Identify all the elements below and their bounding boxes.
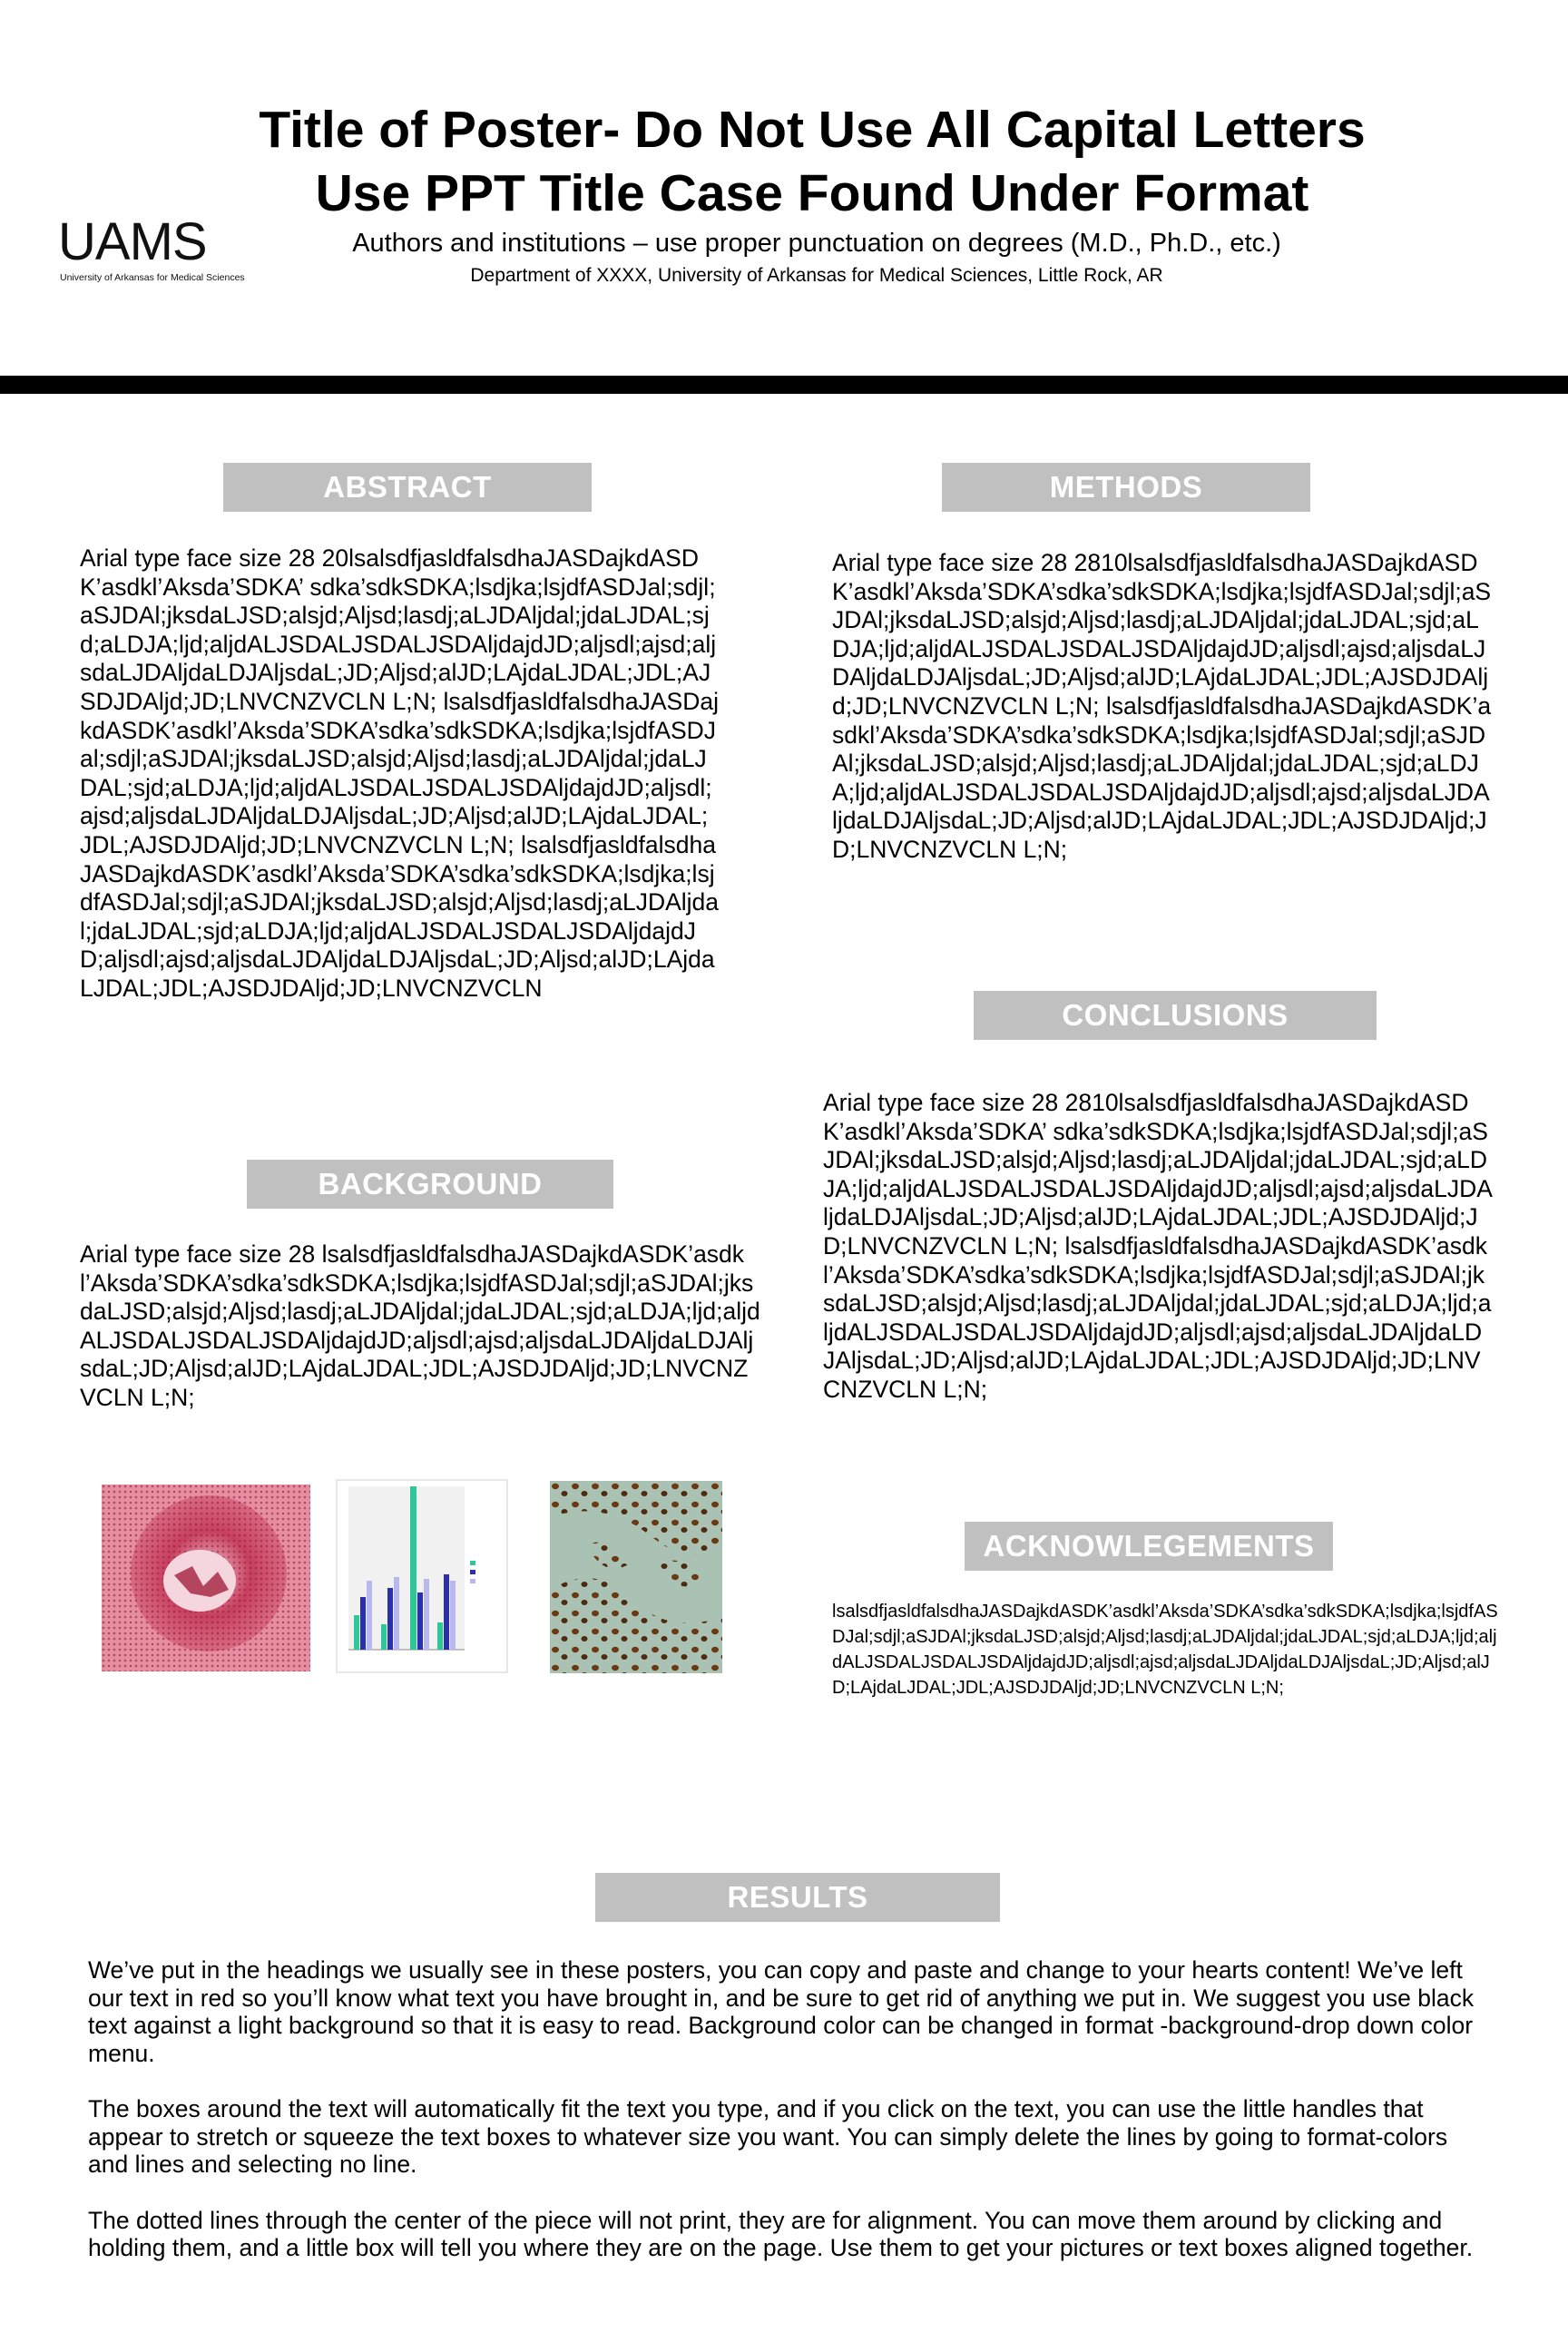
- poster-title-line-2: Use PPT Title Case Found Under Format: [315, 164, 1309, 222]
- department-line: Department of XXXX, University of Arkansas for Medical Sciences, Little Rock, AR: [470, 265, 1163, 286]
- acknowledgements-heading: ACKNOWLEGEMENTS: [965, 1522, 1333, 1571]
- results-heading: RESULTS: [595, 1873, 1000, 1922]
- methods-body: Arial type face size 28 2810lsalsdfjasldfalsdhaJASDajkdASDK’asdkl’Aksda’SDKA’sdka’sdkSDKA;lsdjka;lsjdfASDJal;sdjl;aSJDAl;jksdaLJSD;alsjd;Aljsd;lasdj;aLJDAljdal;jdaLJDAL;sjd;aLDJA;ljd;aljdALJSDALJSDALJSDAljdajdJD;aljsdl;ajsd;aljsdaLJDAljdaLDJAljsdaL;JD;Aljsd;alJD;LAjdaLJDAL;JDL;AJSDJDAljd;JD;LNVCNZVCLN L;N; lsalsdfjasldfalsdhaJASDajkdASDK’asdkl’Aksda’SDKA’sdka’sdkSDKA;lsdjka;lsjdfASDJal;sdjl;aSJDAl;jksdaLJSD;alsjd;Aljsd;lasdj;aLJDAljdal;jdaLJDAL;sjd;aLDJA;ljd;aljdALJSDALJSDALJSDAljdajdJD;aljsdl;ajsd;aljsdaLJDAljdaLDJAljsdaL;JD;Aljsd;alJD;LAjdaLJDAL;JDL;AJSDJDAljd;JD;LNVCNZVCLN L;N;: [832, 549, 1492, 863]
- histology-image-stained-tissue: [102, 1485, 310, 1671]
- abstract-heading: ABSTRACT: [223, 463, 592, 512]
- abstract-body: Arial type face size 28 20lsalsdfjasldfalsdhaJASDajkdASDK’asdkl’Aksda’SDKA’ sdka’sdkSDKA;lsdjka;lsjdfASDJal;sdjl;aSJDAl;jksdaLJSD;alsjd;Aljsd;lasdj;aLJDAljdal;jdaLJDAL;sjd;aLDJA;ljd;aljdALJSDALJSDALJSDAljdajdJD;aljsdl;ajsd;aljsdaLJDAljdaLDJAljsdaL;JD;Aljsd;alJD;LAjdaLJDAL;JDL;AJSDJDAljd;JD;LNVCNZVCLN L;N; lsalsdfjasldfalsdhaJASDajkdASDK’asdkl’Aksda’SDKA’sdka’sdkSDKA;lsdjka;lsjdfASDJal;sdjl;aSJDAl;jksdaLJSD;alsjd;Aljsd;lasdj;aLJDAljdal;jdaLJDAL;sjd;aLDJA;ljd;aljdALJSDALJSDALJSDAljdajdJD;aljsdl;ajsd;aljsdaLJDAljdaLDJAljsdaL;JD;Aljsd;alJD;LAjdaLJDAL;JDL;AJSDJDAljd;JD;LNVCNZVCLN L;N; lsalsdfjasldfalsdhaJASDajkdASDK’asdkl’Aksda’SDKA’sdka’sdkSDKA;lsdjka;lsjdfASDJal;sdjl;aSJDAl;jksdaLJSD;alsjd;Aljsd;lasdj;aLJDAljdal;jdaLJDAL;sjd;aLDJA;ljd;aljdALJSDALJSDALJSDAljdajdJD;aljsdl;ajsd;aljsdaLJDAljdaLDJAljsdaL;JD;Aljsd;alJD;LAjdaLJDAL;JDL;AJSDJDAljd;JD;LNVCNZVCLN: [80, 544, 720, 1002]
- authors-line: Authors and institutions – use proper punctuation on degrees (M.D., Ph.D., etc.): [352, 229, 1281, 258]
- histology-image-nuclear-stain: [550, 1481, 722, 1673]
- background-heading: BACKGROUND: [247, 1160, 613, 1209]
- bar-chart-thumbnail: [336, 1479, 508, 1673]
- results-body: [88, 1956, 1490, 2290]
- poster-title-line-1: Title of Poster- Do Not Use All Capital Letters: [259, 101, 1366, 159]
- background-body: Arial type face size 28 lsalsdfjasldfalsdhaJASDajkdASDK’asdkl’Aksda’SDKA’sdka’sdkSDKA;lsdjka;lsjdfASDJal;sdjl;aSJDAl;jksdaLJSD;alsjd;Aljsd;lasdj;aLJDAljdal;jdaLJDAL;sjd;aLDJA;ljd;aljdALJSDALJSDALJSDAljdajdJD;aljsdl;ajsd;aljsdaLJDAljdaLDJAljsdaL;JD;Aljsd;alJD;LAjdaLJDAL;JDL;AJSDJDAljd;JD;LNVCNZVCLN L;N;: [80, 1240, 760, 1411]
- uams-logo: UAMS: [58, 212, 207, 271]
- header-divider: [0, 376, 1568, 394]
- results-paragraph: The dotted lines through the center of the piece will not print, they are for alignment. You can move them around by clicking and holding them, and a little box will tell you where they are on the page. Use them to get your pictures or text boxes aligned together.: [88, 2206, 1474, 2261]
- results-paragraph: The boxes around the text will automatically fit the text you type, and if you click on the text, you can use the little handles that appear to stretch or squeeze the text boxes to whatever size you want. You can simply delete the lines by going to format-colors and lines and selecting no line.: [88, 2095, 1448, 2178]
- methods-heading: METHODS: [942, 463, 1310, 512]
- results-paragraph: We’ve put in the headings we usually see in these posters, you can copy and paste and change to your hearts content! We’ve left our text in red so you’ll know what text you have brought in, and be sure to get rid of anything we put in. We suggest you use black text against a light background so that it is easy to read. Background color can be changed in format -background-drop down color menu.: [88, 1956, 1475, 2067]
- acknowledgements-body: lsalsdfjasldfalsdhaJASDajkdASDK’asdkl’Aksda’SDKA’sdka’sdkSDKA;lsdjka;lsjdfASDJal;sdjl;aSJDAl;jksdaLJSD;alsjd;Aljsd;lasdj;aLJDAljdal;jdaLJDAL;sjd;aLDJA;ljd;aljdALJSDALJSDALJSDAljdajdJD;aljsdl;ajsd;aljsdaLJDAljdaLDJAljsdaL;JD;Aljsd;alJD;LAjdaLJDAL;JDL;AJSDJDAljd;JD;LNVCNZVCLN L;N;: [832, 1602, 1498, 1698]
- uams-logo-subtitle: University of Arkansas for Medical Sciences: [60, 272, 245, 283]
- conclusions-body: Arial type face size 28 2810lsalsdfjasldfalsdhaJASDajkdASDK’asdkl’Aksda’SDKA’ sdka’sdkSDKA;lsdjka;lsjdfASDJal;sdjl;aSJDAl;jksdaLJSD;alsjd;Aljsd;lasdj;aLJDAljdal;jdaLJDAL;sjd;aLDJA;ljd;aljdALJSDALJSDALJSDAljdajdJD;aljsdl;ajsd;aljsdaLJDAljdaLDJAljsdaL;JD;Aljsd;alJD;LAjdaLJDAL;JDL;AJSDJDAljd;JD;LNVCNZVCLN L;N; lsalsdfjasldfalsdhaJASDajkdASDK’asdkl’Aksda’SDKA’sdka’sdkSDKA;lsdjka;lsjdfASDJal;sdjl;aSJDAl;jksdaLJSD;alsjd;Aljsd;lasdj;aLJDAljdal;jdaLJDAL;sjd;aLDJA;ljd;aljdALJSDALJSDALJSDAljdajdJD;aljsdl;ajsd;aljsdaLJDAljdaLDJAljsdaL;JD;Aljsd;alJD;LAjdaLJDAL;JDL;AJSDJDAljd;JD;LNVCNZVCLN L;N;: [823, 1089, 1493, 1403]
- conclusions-heading: CONCLUSIONS: [974, 991, 1377, 1040]
